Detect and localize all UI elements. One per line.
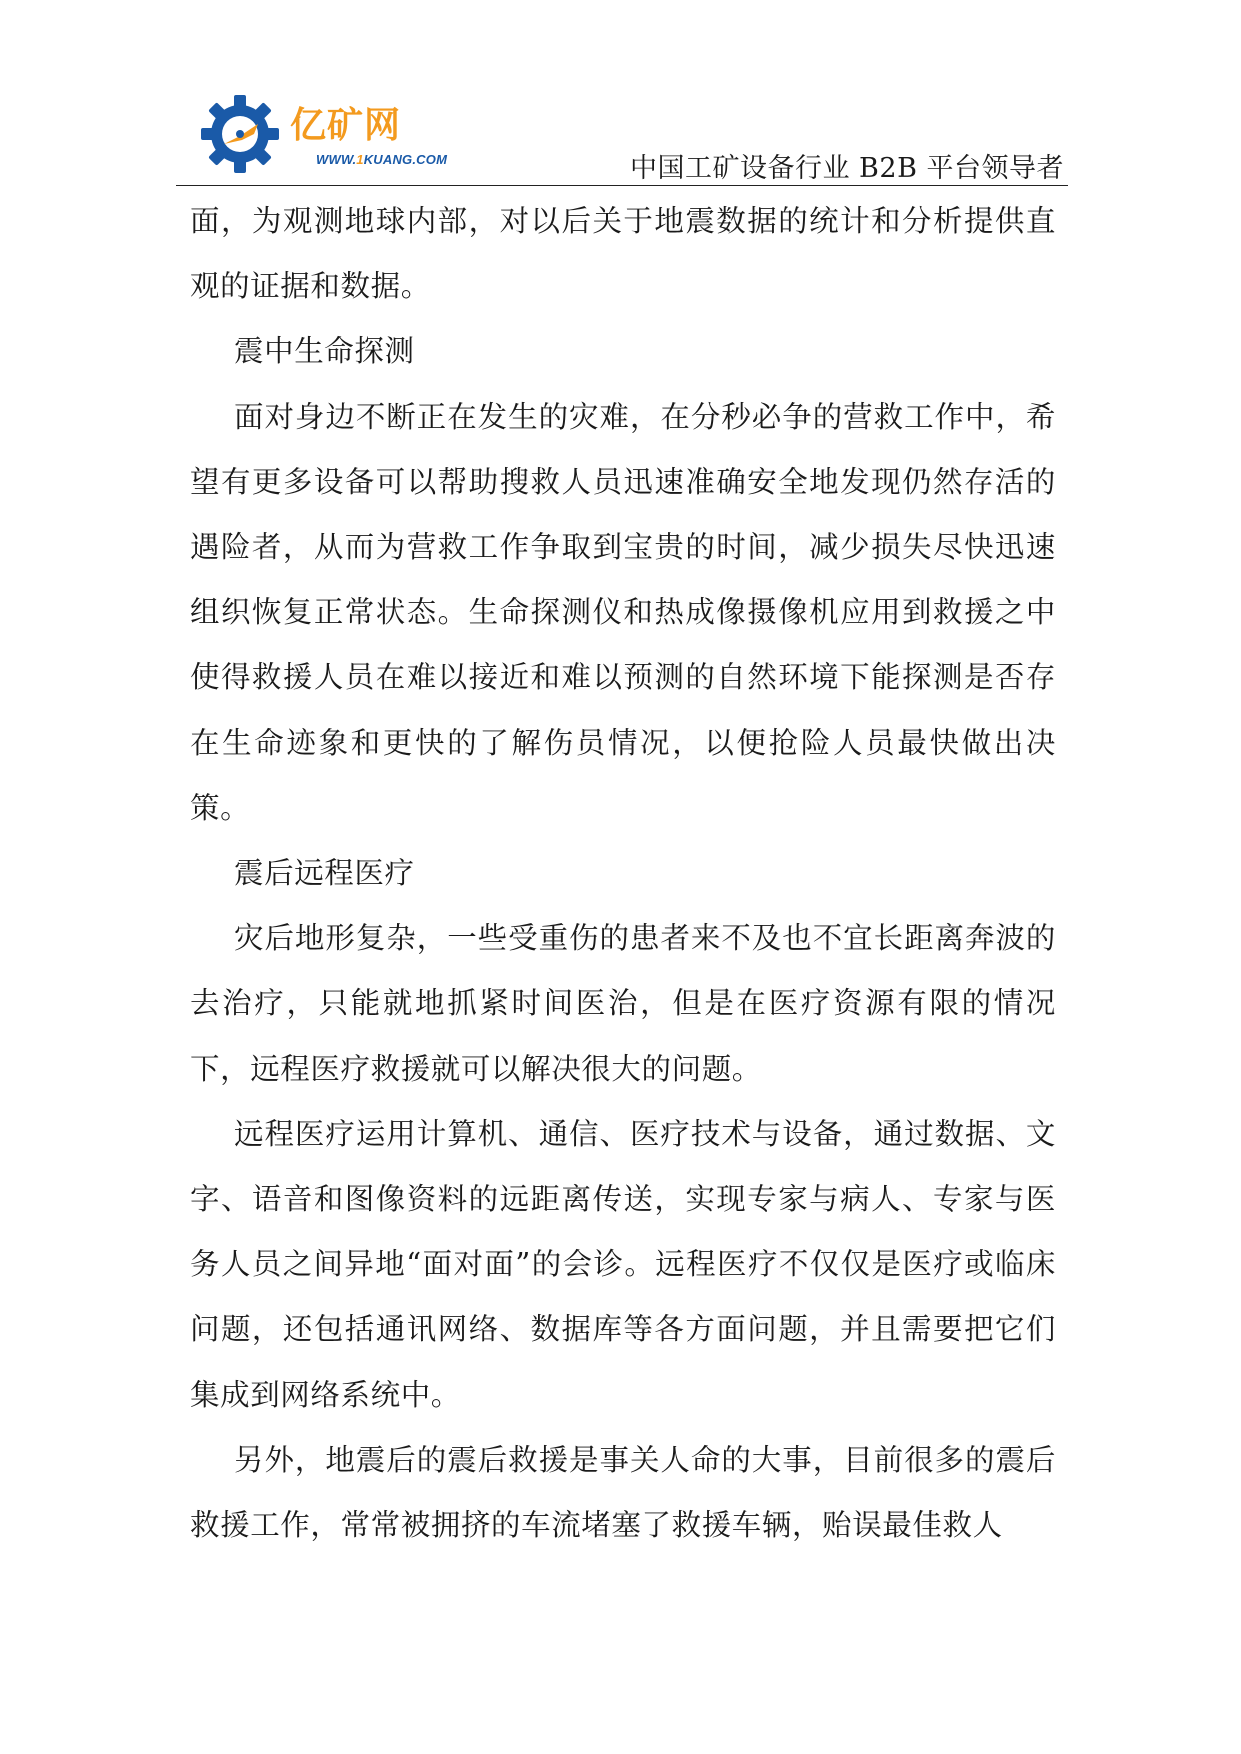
paragraph: 面对身边不断正在发生的灾难，在分秒必争的营救工作中，希望有更多设备可以帮助搜救人员迅速准确安全地发现仍然存活的遇险者，从而为营救工作争取到宝贵的时间，减少损失尽快迅速组织恢复正常状态。生命探测仪和热成像摄像机应用到救援之中使得救援人员在难以接近和难以预测的自然环境下能探测是否存在生命迹象和更快的了解伤员情况，以便抢险人员最快做出决策。 [190, 399, 1056, 825]
logo-url-number: 1 [356, 152, 364, 167]
gear-icon [200, 94, 280, 174]
paragraph: 另外，地震后的震后救援是事关人命的大事，目前很多的震后救援工作，常常被拥挤的车流堵塞了救援车辆，贻误最佳救人 [190, 1442, 1056, 1543]
document-body [190, 189, 1056, 1558]
paragraph: 灾后地形复杂，一些受重伤的患者来不及也不宜长距离奔波的去治疗，只能就地抓紧时间医治，但是在医疗资源有限的情况下，远程医疗救援就可以解决很大的问题。 [190, 921, 1056, 1086]
logo-url [316, 152, 447, 167]
paragraph: 远程医疗运用计算机、通信、医疗技术与设备，通过数据、文字、语音和图像资料的远距离传送，实现专家与病人、专家与医务人员之间异地“面对面”的会诊。远程医疗不仅仅是医疗或临床问题，还包括通讯网络、数据库等各方面问题，并且需要把它们集成到网络系统中。 [190, 1116, 1056, 1412]
header-tagline: 中国工矿设备行业 B2B 平台领导者 [629, 153, 1064, 184]
logo-url-prefix: WWW. [316, 152, 357, 167]
logo-url-suffix: KUANG.COM [363, 152, 448, 167]
header-divider [176, 185, 1068, 186]
site-logo[interactable] [200, 94, 448, 176]
paragraph: 面，为观测地球内部，对以后关于地震数据的统计和分析提供直观的证据和数据。 [190, 204, 1056, 304]
section-heading: 震中生命探测 [234, 334, 415, 369]
section-heading: 震后远程医疗 [234, 856, 415, 891]
logo-wordmark: 亿矿网 [290, 105, 402, 146]
page-header [176, 88, 1068, 188]
